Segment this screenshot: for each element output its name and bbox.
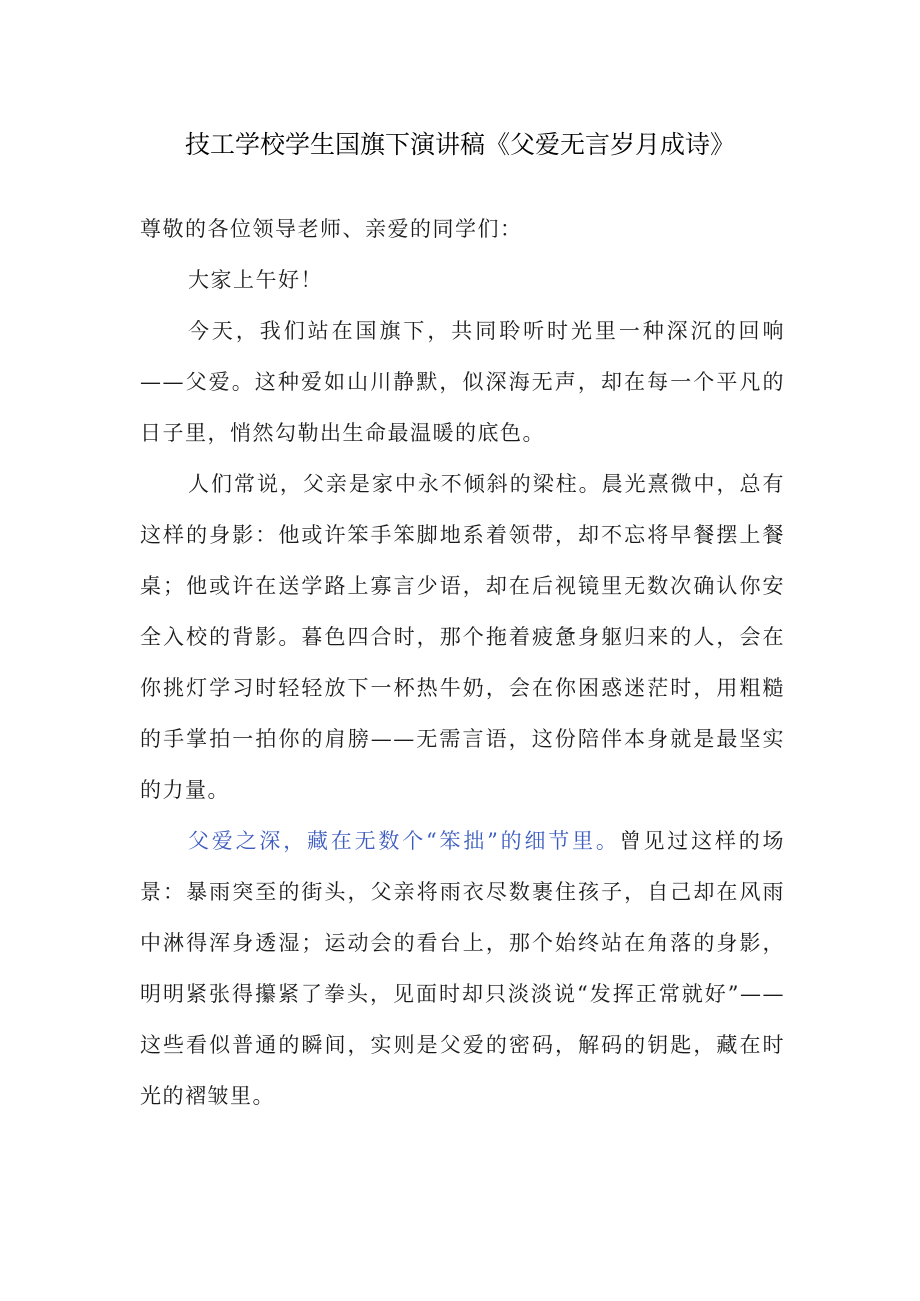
greeting-paragraph: 大家上午好！ — [188, 268, 323, 292]
paragraph-2: 人们常说，父亲是家中永不倾斜的梁柱。晨光熹微中，总有这样的身影：他或许笨手笨脚地系着领带，却不忘将早餐摆上餐桌；他或许在送学路上寡言少语，却在后视镜里无数次确认你安全入校的背影。暮色四合时，那个拖着疲惫身躯归来的人，会在你挑灯学习时轻轻放下一杯热牛奶，会在你困惑迷茫时，用粗糙的手掌拍一拍你的肩膀——无需言语，这份陪伴本身就是最坚实的力量。 — [140, 472, 785, 802]
paragraph-1: 今天，我们站在国旗下，共同聆听时光里一种深沉的回响——父爱。这种爱如山川静默，似深海无声，却在每一个平凡的日子里，悄然勾勒出生命最温暖的底色。 — [140, 319, 785, 445]
highlighted-sentence: 父爱之深，藏在无数个“笨拙”的细节里。 — [188, 829, 620, 853]
document-title: 技工学校学生国旗下演讲稿《父爱无言岁月成诗》 — [184, 130, 735, 159]
paragraph-3-text: 曾见过这样的场景：暴雨突至的街头，父亲将雨衣尽数裹住孩子，自己却在风雨中淋得浑身透湿；运动会的看台上，那个始终站在角落的身影，明明紧张得攥紧了拳头，见面时却只淡淡说“发挥正常就好”——这些看似普通的瞬间，实则是父爱的密码，解码的钥匙，藏在时光的褶皱里。 — [140, 829, 785, 1108]
speech-body — [140, 204, 785, 1122]
paragraph-3 — [140, 816, 785, 1122]
salutation-paragraph: 尊敬的各位领导老师、亲爱的同学们： — [140, 217, 523, 241]
